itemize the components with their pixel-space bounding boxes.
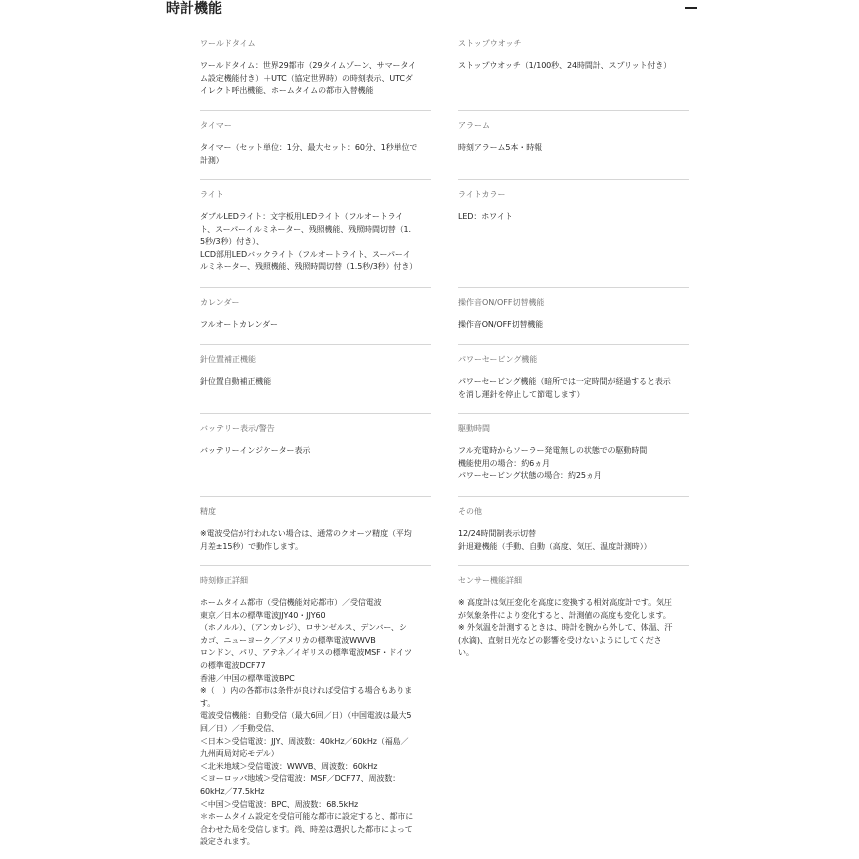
spec-light-color: [458, 189, 689, 224]
spec-value: ※電波受信が行われない場合は、通常のクオーツ精度（平均 月差±15秒）で動作します。: [200, 529, 412, 551]
spec-label: 針位置補正機能: [200, 355, 256, 364]
spec-divider: [458, 413, 689, 414]
spec-divider: [458, 565, 689, 566]
spec-label: タイマー: [200, 121, 232, 130]
spec-divider: [200, 179, 431, 180]
spec-sound-toggle: [458, 297, 689, 332]
section-header: [166, 0, 697, 18]
spec-value: 針位置自動補正機能: [200, 377, 272, 386]
spec-world-time: [200, 38, 431, 98]
spec-value: パワーセービング機能（暗所では一定時間が経過すると表示 を消し運針を停止して節電します）: [458, 377, 671, 399]
spec-label: 時刻修正詳細: [200, 576, 248, 585]
spec-value: フルオートカレンダー: [200, 320, 278, 329]
spec-value: ホームタイム都市（受信機能対応都市）／受信電波 東京／日本の標準電波JJY40・JJY60 （ホノルル）、（アンカレジ）、ロサンゼルス、デンバー、シ カゴ、ニューヨーク／アメリカの標準電波WWVB ロンドン、パリ、アテネ／イギリスの標準電波MSF・ドイツ の標準電波DCF77 香港／中国の標準電波BPC ※（ ）内の各都市は条件が良ければ受信する場合もありま す。 電波受信機能：自動受信（最大6回／日）（中国電波は最大5 回／日）／手動受信、 ＜日本＞受信電波：JJY、周波数：40kHz／60kHz（福島／ 九州両局対応モデル） ＜北米地域＞受信電波：WWVB、周波数：60kHz ＜ヨーロッパ地域＞受信電波：MSF／DCF77、周波数： 60kHz／77.5kHz ＜中国＞受信電波：BPC、周波数：68.5kHz ＊ホームタイム設定を受信可能な都市に設定すると、都市に 合わせた局を受信します。尚、時差は選択した都市によって 設定されます。: [200, 598, 414, 847]
spec-divider: [200, 110, 431, 111]
spec-sensor-detail: [458, 575, 689, 660]
section-title: 時計機能: [166, 1, 222, 17]
spec-value: 時刻アラーム5本・時報: [458, 143, 542, 152]
spec-label: バッテリー表示/警告: [200, 424, 275, 433]
spec-value: バッテリーインジケーター表示: [200, 446, 311, 455]
spec-calendar: [200, 297, 431, 332]
spec-timer: [200, 120, 431, 167]
spec-label: 精度: [200, 507, 216, 516]
spec-divider: [200, 565, 431, 566]
spec-light: [200, 189, 431, 274]
spec-alarm: [458, 120, 689, 155]
spec-accuracy: [200, 506, 431, 553]
spec-divider: [200, 287, 431, 288]
spec-value: ダブルLEDライト：文字板用LEDライト（フルオートライ ト、スーパーイルミネーター、残照機能、残照時間切替（1. 5秒/3秒）付き）、 LCD部用LEDバックライト（フルオートライト、スーパーイ ルミネーター、残照機能、残照時間切替（1.5秒/3秒）付き）: [200, 212, 418, 272]
spec-label: センサー機能詳細: [458, 576, 522, 585]
spec-label: カレンダー: [200, 298, 240, 307]
spec-label: 駆動時間: [458, 424, 490, 433]
spec-value: ストップウオッチ（1/100秒、24時間計、スプリット付き）: [458, 61, 672, 70]
spec-battery: [200, 423, 431, 458]
spec-label: ライト: [200, 190, 224, 199]
spec-value: LED：ホワイト: [458, 212, 513, 221]
spec-divider: [200, 413, 431, 414]
spec-value: タイマー（セット単位：1分、最大セット：60分、1秒単位で 計測）: [200, 143, 418, 165]
spec-operating-time: [458, 423, 689, 483]
spec-time-correction-detail: [200, 575, 431, 849]
spec-divider: [458, 287, 689, 288]
spec-value: ※ 高度計は気圧変化を高度に変換する相対高度計です。気圧 が気象条件により変化すると、計測値の高度も変化します。 ※ 外気温を計測するときは、時計を腕から外して、体温、汗 (水滴)、直射日光などの影響を受けないようにしてくださ い。: [458, 598, 673, 658]
spec-value: ワールドタイム：世界29都市（29タイムゾーン、サマータイ ム設定機能付き）＋UTC（協定世界時）の時刻表示、UTCダ イレクト呼出機能、ホームタイムの都市入替機能: [200, 61, 417, 96]
spec-divider: [458, 496, 689, 497]
spec-stopwatch: [458, 38, 689, 73]
spec-power-saving: [458, 354, 689, 401]
spec-hand-correction: [200, 354, 431, 389]
spec-label: ライトカラー: [458, 190, 506, 199]
spec-value: フル充電時からソーラー発電無しの状態での駆動時間 機能使用の場合：約6ヵ月 パワーセービング状態の場合：約25ヵ月: [458, 446, 648, 481]
collapse-minus-icon[interactable]: [685, 7, 697, 9]
spec-label: 操作音ON/OFF切替機能: [458, 298, 545, 307]
spec-label: ワールドタイム: [200, 39, 256, 48]
spec-other: [458, 506, 689, 553]
spec-label: その他: [458, 507, 482, 516]
spec-divider: [458, 179, 689, 180]
spec-value: 12/24時間制表示切替 針退避機能（手動、自動（高度、気圧、温度計測時））: [458, 529, 652, 551]
spec-divider: [458, 110, 689, 111]
spec-divider: [200, 344, 431, 345]
spec-label: アラーム: [458, 121, 490, 130]
spec-label: パワーセービング機能: [458, 355, 538, 364]
spec-label: ストップウオッチ: [458, 39, 522, 48]
spec-value: 操作音ON/OFF切替機能: [458, 320, 544, 329]
spec-divider: [458, 344, 689, 345]
spec-divider: [200, 496, 431, 497]
